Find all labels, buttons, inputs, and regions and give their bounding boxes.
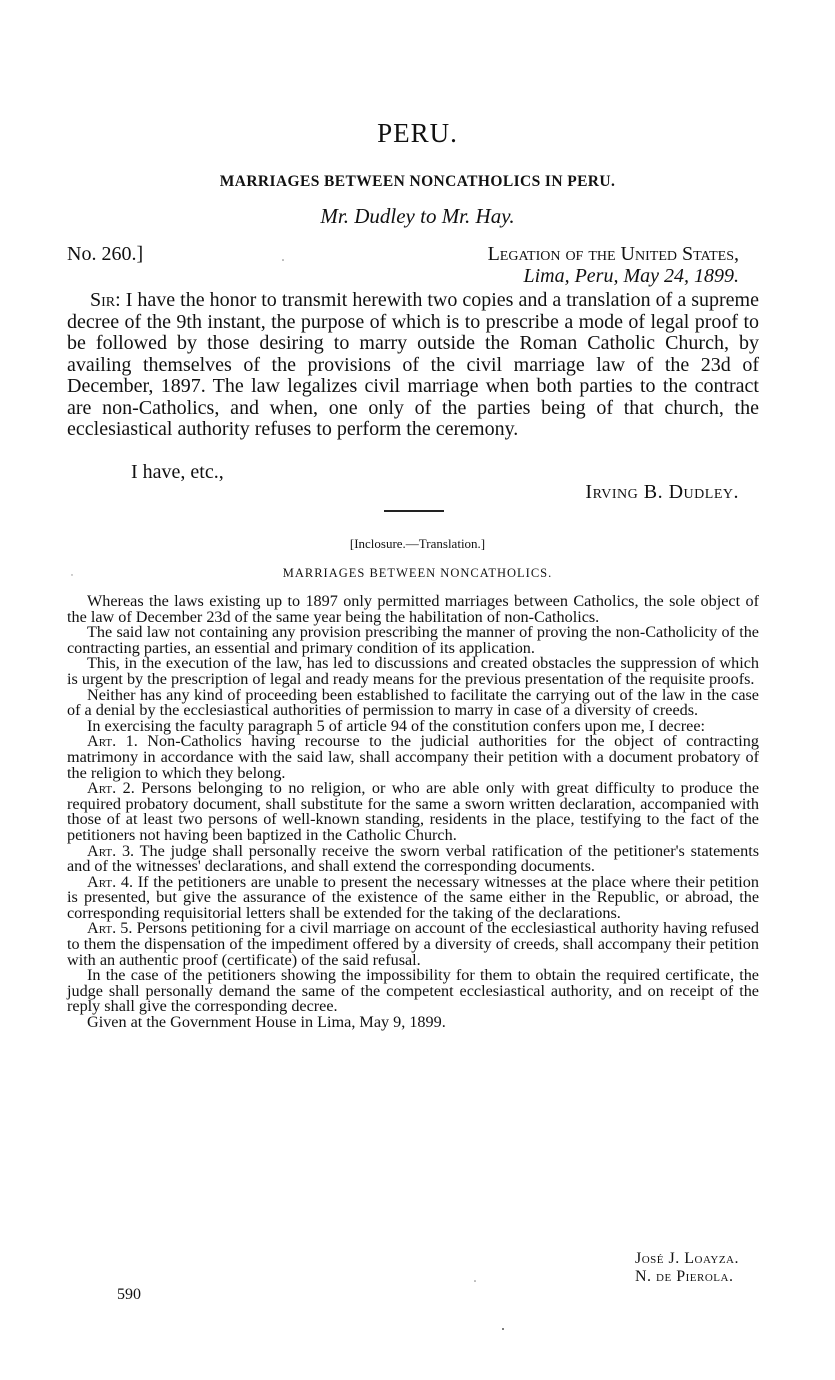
article-label: Art. 4. (87, 872, 134, 891)
decree-text (67, 594, 759, 1031)
article-4 (67, 872, 759, 922)
article-text: Persons petitioning for a civil marriage on account of the ecclesiastical authority having refused to them the dispensation of the impediment offered by a diversity of creeds, shall accompany their petition with an authentic proof (certificate) of the said refusal. (67, 919, 759, 969)
page-number: 590 (117, 1286, 141, 1303)
decree-paragraph: Whereas the laws existing up to 1897 only permitted marriages between Catholics, the sole object of the law of December 23d of the same year being the habilitation of non-Catholics. (67, 592, 759, 626)
inclosure-title: MARRIAGES BETWEEN NONCATHOLICS. (282, 566, 553, 580)
signatory-loayza: José J. Loayza. (635, 1250, 739, 1267)
article-label: Art. 3. (87, 841, 135, 860)
decree-paragraph: This, in the execution of the law, has led to discussions and created obstacles the suppression of which is urgent by the prescription of legal and ready means for the previous presentation of the requisite proofs. (67, 654, 759, 688)
letter-text: I have the honor to transmit herewith two copies and a translation of a supreme decree of the 9th instant, the purpose of which is to prescribe a mode of legal proof to be followed by those desiring to marry outside the Roman Catholic Church, by availing themselves of the provisions of the civil marriage law of the 23d of December, 1897. The law legalizes civil marriage when both parties to the contract are non-Catholics, and when, one only of the parties being of that church, the ecclesiastical authority refuses to perform the ceremony. (67, 289, 759, 440)
place-date-line: Lima, Peru, May 24, 1899. (523, 265, 739, 287)
decree-paragraph: In exercising the faculty paragraph 5 of article 94 of the constitution confers upon me, I decree: (87, 716, 706, 735)
article-2 (67, 781, 759, 843)
decree-paragraph: In the case of the petitioners showing the impossibility for them to obtain the required certificate, the judge shall personally demand the same of the competent ecclesiastical authority, and on receipt of the reply shall give the corresponding decree. (67, 966, 759, 1016)
salutation: Sir: (90, 289, 121, 311)
article-label: Art. 2. (87, 779, 135, 798)
inclosure-label: [Inclosure.—Translation.] (349, 536, 486, 551)
article-label: Art. 1. (87, 732, 138, 751)
article-text: Persons belonging to no religion, or who are able only with great difficulty to produce the required probatory document, shall substitute for the same a sworn written declaration, accompanied with those of at least two persons of well-known standing, residents in the place, testifying to the fact of the petitioners not having been baptized in the Catholic Church. (67, 779, 759, 844)
given-line: Given at the Government House in Lima, May 9, 1899. (87, 1013, 446, 1032)
letter-body (67, 290, 759, 441)
article-text: The judge shall personally receive the sworn verbal ratification of the petitioner's statements and of the witnesses' declarations, and shall extend the corresponding documents. (67, 841, 759, 876)
article-3 (67, 841, 759, 876)
letter-paragraph (67, 290, 759, 441)
correspondents-line: Mr. Dudley to Mr. Hay. (320, 204, 515, 228)
article-5 (67, 921, 759, 968)
article-1 (67, 734, 759, 781)
document-number: No. 260.] (67, 243, 144, 265)
article-text: If the petitioners are unable to present the necessary witnesses at the place where their petition is presented, but give the assurance of the existence of the same either in the Republic, or abroad, the corresponding requisitorial letters shall be extended for the taking of the declarations. (67, 872, 759, 922)
article-label: Art. 5. (87, 919, 133, 938)
signatory-pierola: N. de Pierola. (635, 1268, 734, 1285)
subject-heading: MARRIAGES BETWEEN NONCATHOLICS IN PERU. (219, 173, 616, 190)
sender-line: Legation of the United States, (487, 243, 739, 265)
signatories-block (635, 1250, 739, 1286)
article-text: Non-Catholics having recourse to the judicial authorities for the object of contracting matrimony in accordance with the said law, shall accompany their petition with a document probatory of the religion to which they belong. (67, 732, 759, 782)
decree-paragraph: The said law not containing any provision prescribing the manner of proving the non-Catholicity of the contracting parties, an essential and primary condition of its application. (67, 623, 759, 657)
letter-closing: I have, etc., (131, 461, 224, 483)
country-heading: PERU. (377, 118, 458, 148)
letter-signature: Irving B. Dudley. (585, 481, 739, 503)
decree-paragraph: Neither has any kind of proceeding been established to facilitate the carrying out of the law in the case of a denial by the ecclesiastical authorities of permission to marry in case of a diversity of creeds. (67, 685, 759, 720)
section-divider (384, 510, 444, 512)
